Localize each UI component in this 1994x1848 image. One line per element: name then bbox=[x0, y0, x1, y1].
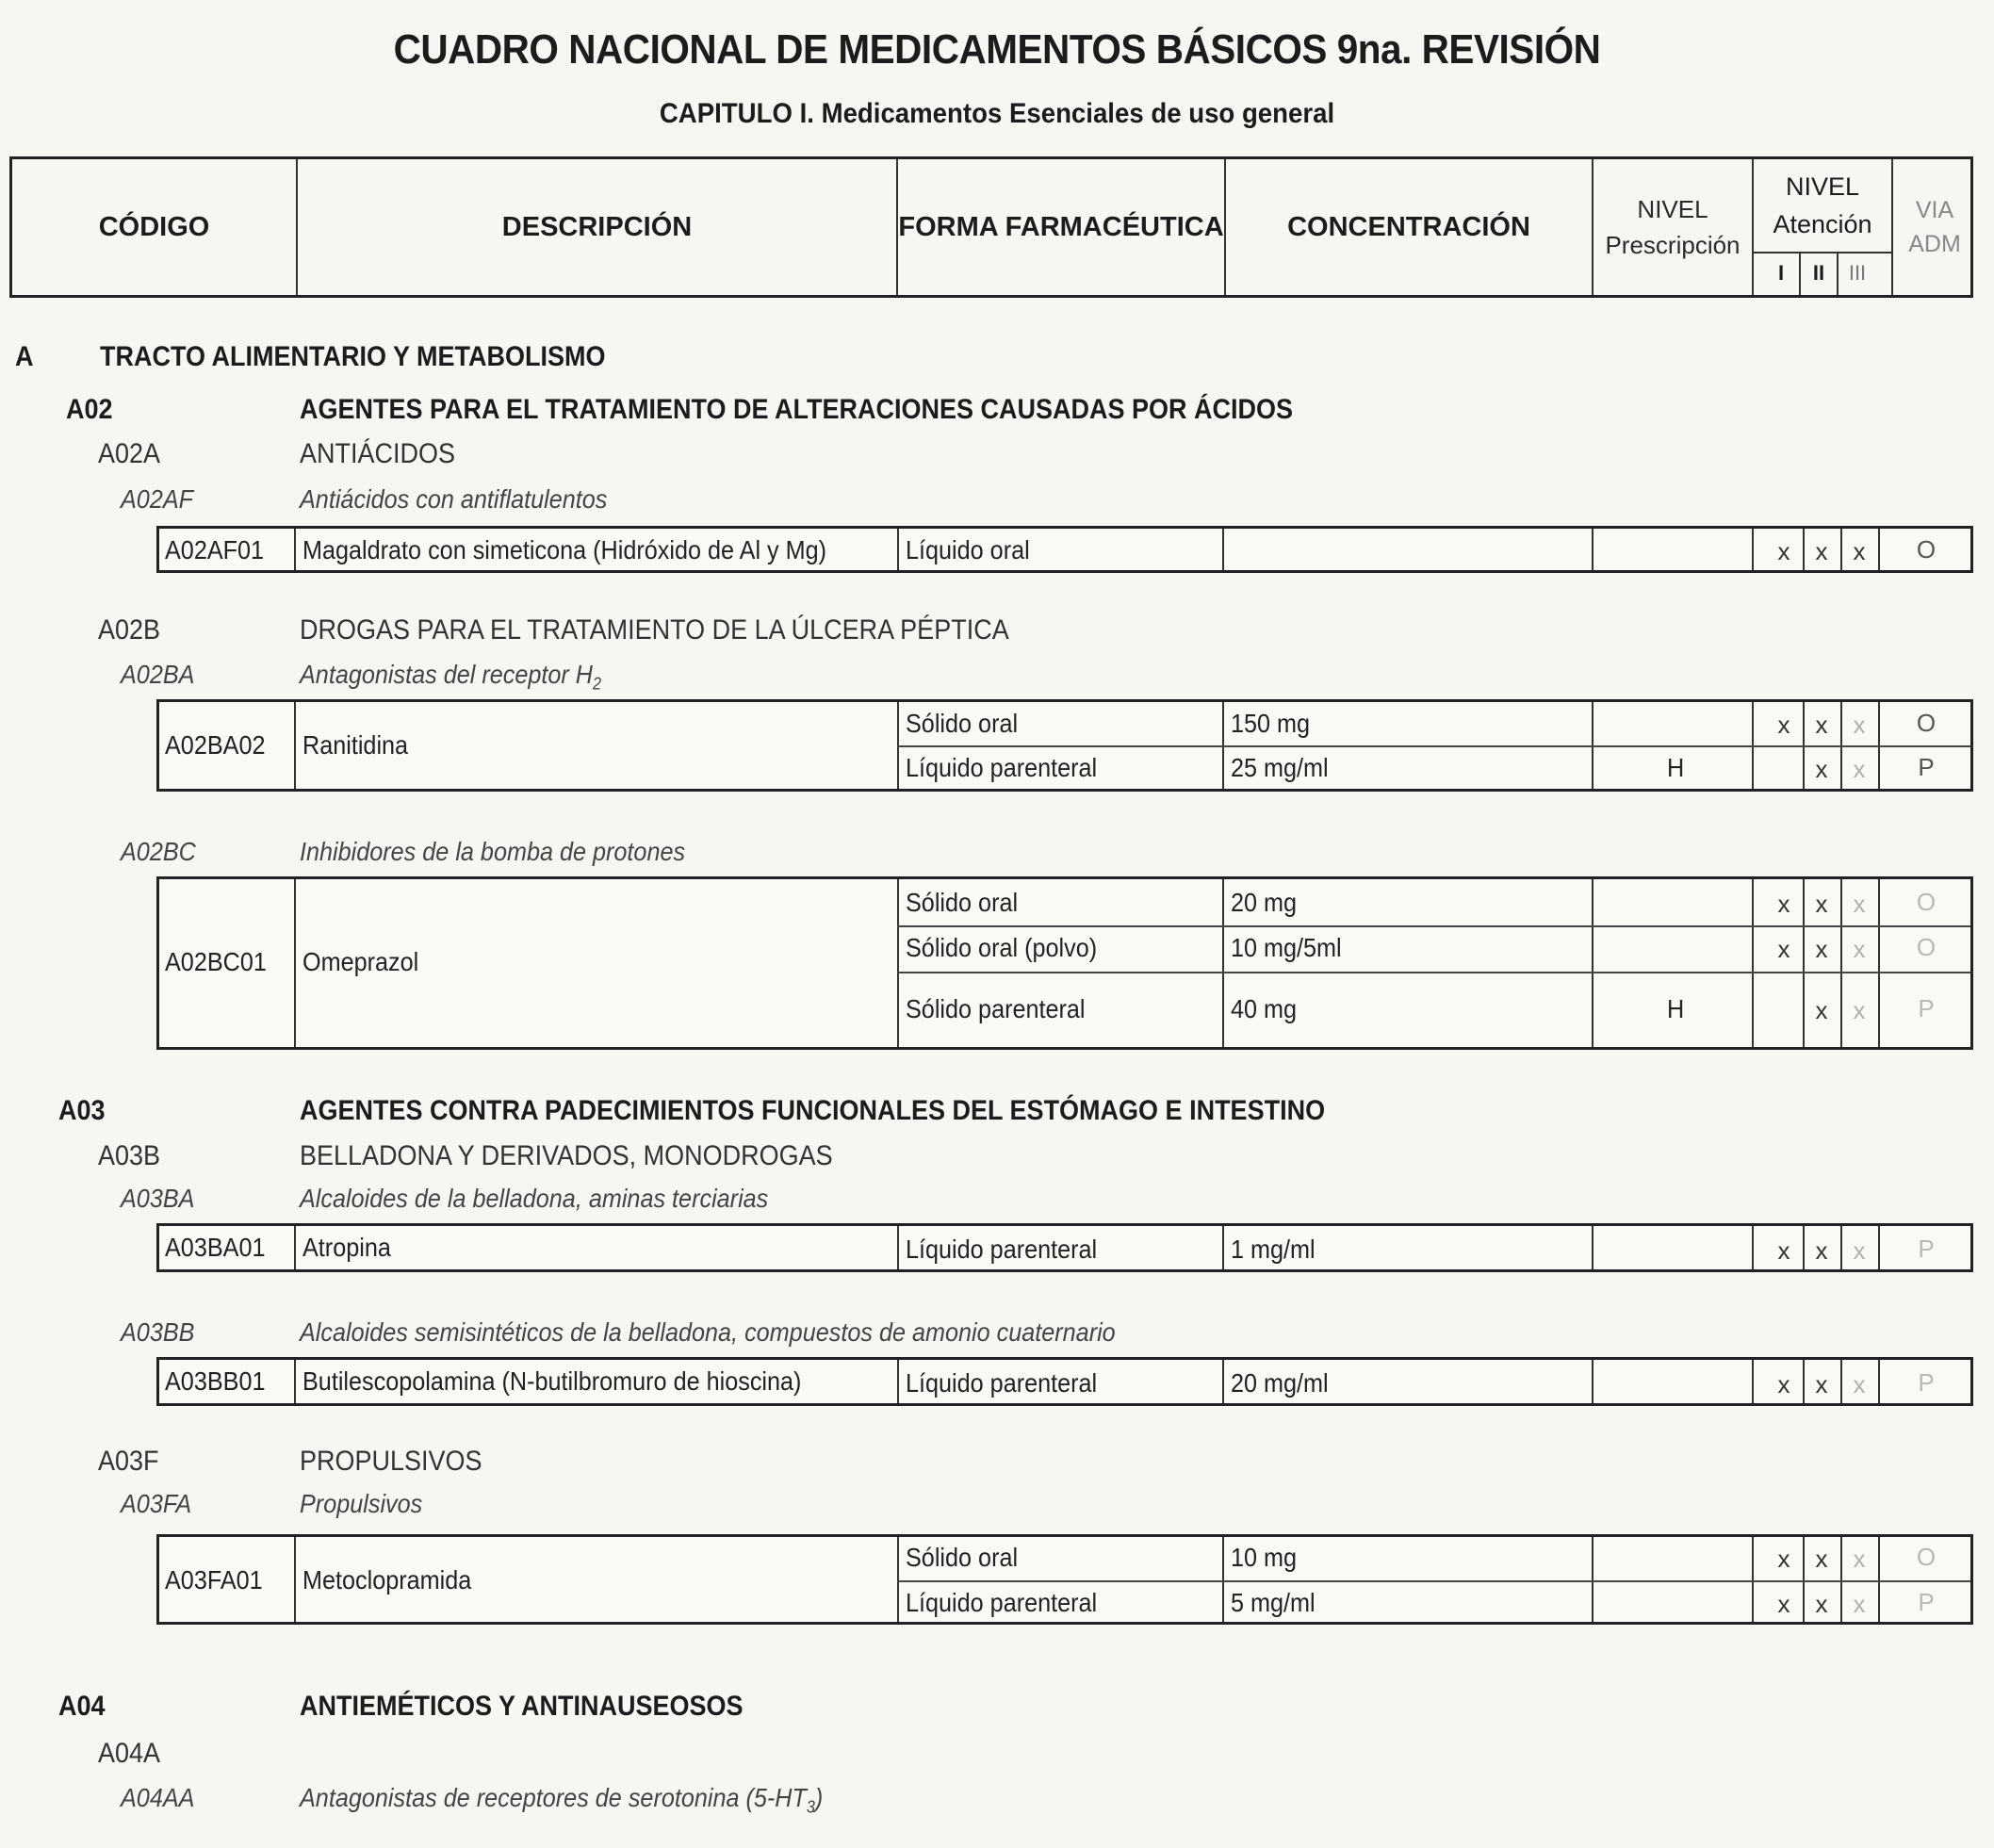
via-administracion: P bbox=[1918, 994, 1935, 1022]
drug-code: A03FA01 bbox=[165, 1565, 263, 1595]
mark-atencion-ii: x bbox=[1815, 935, 1828, 963]
drug-name: Metoclopramida bbox=[302, 1565, 472, 1595]
drug-name: Atropina bbox=[302, 1233, 391, 1262]
header-nivel-prescripcion bbox=[1594, 159, 1754, 295]
nivel-prescripcion: H bbox=[1667, 753, 1685, 782]
section-label-a: TRACTO ALIMENTARIO Y METABOLISMO bbox=[100, 341, 606, 372]
mark-atencion-i: x bbox=[1777, 1370, 1790, 1398]
section-code-a04aa: A04AA bbox=[121, 1783, 195, 1812]
drug-forma: Sólido parenteral bbox=[906, 994, 1086, 1023]
section-code-a02bc: A02BC bbox=[121, 837, 196, 866]
header-descripcion: DESCRIPCIÓN bbox=[298, 159, 898, 295]
column-header-table bbox=[9, 156, 1973, 298]
section-label-a02bc: Inhibidores de la bomba de protones bbox=[300, 837, 686, 866]
mark-atencion-i: x bbox=[1777, 1236, 1790, 1265]
drug-forma: Sólido oral bbox=[906, 888, 1019, 917]
section-code-a03bb: A03BB bbox=[121, 1317, 195, 1347]
drug-code: A02BC01 bbox=[165, 947, 267, 976]
section-code-a: A bbox=[15, 341, 34, 372]
drug-concentracion: 10 mg/5ml bbox=[1231, 933, 1342, 962]
section-code-a02b: A02B bbox=[98, 614, 161, 646]
drug-table-a02ba02 bbox=[156, 699, 1973, 792]
via-administracion: O bbox=[1916, 1543, 1937, 1571]
header-nivel-presc-line1: NIVEL bbox=[1637, 195, 1708, 223]
mark-atencion-ii: x bbox=[1815, 1590, 1828, 1618]
mark-atencion-iii: x bbox=[1853, 537, 1866, 565]
mark-atencion-i: x bbox=[1777, 935, 1790, 963]
section-code-a03b: A03B bbox=[98, 1140, 161, 1171]
section-label-a03bb: Alcaloides semisintéticos de la belladona, compuestos de amonio cuaternario bbox=[300, 1317, 1116, 1347]
via-administracion: P bbox=[1918, 753, 1935, 781]
mark-atencion-ii: x bbox=[1815, 1370, 1828, 1398]
mark-atencion-iii: x bbox=[1853, 890, 1866, 918]
drug-forma: Líquido parenteral bbox=[906, 1588, 1098, 1617]
drug-forma: Sólido oral bbox=[906, 709, 1019, 738]
header-forma: FORMA FARMACÉUTICA bbox=[898, 159, 1226, 295]
section-code-a03f: A03F bbox=[98, 1446, 159, 1477]
section-code-a04a: A04A bbox=[98, 1738, 161, 1769]
section-label-a02ba bbox=[300, 660, 601, 695]
mark-atencion-i: x bbox=[1777, 1545, 1790, 1573]
mark-atencion-i: x bbox=[1777, 711, 1790, 739]
drug-table-a03bb01 bbox=[156, 1357, 1973, 1406]
drug-code: A03BB01 bbox=[165, 1366, 266, 1396]
mark-atencion-i: x bbox=[1777, 890, 1790, 918]
drug-name: Omeprazol bbox=[302, 947, 419, 976]
drug-concentracion: 40 mg bbox=[1231, 994, 1298, 1023]
drug-concentracion: 1 mg/ml bbox=[1231, 1235, 1316, 1264]
section-code-a03fa: A03FA bbox=[121, 1489, 192, 1518]
drug-code: A03BA01 bbox=[165, 1233, 266, 1262]
chapter-subtitle: CAPITULO I. Medicamentos Esenciales de uso general bbox=[659, 98, 1335, 129]
header-nivel-presc-line2: Prescripción bbox=[1605, 231, 1741, 259]
section-label-a03f: PROPULSIVOS bbox=[300, 1446, 482, 1477]
mark-atencion-ii: x bbox=[1815, 890, 1828, 918]
section-label-a03b: BELLADONA Y DERIVADOS, MONODROGAS bbox=[300, 1140, 833, 1171]
mark-atencion-ii: x bbox=[1815, 755, 1828, 783]
section-code-a02: A02 bbox=[66, 394, 113, 425]
drug-forma: Sólido oral (polvo) bbox=[906, 933, 1098, 962]
mark-atencion-i: x bbox=[1777, 537, 1790, 565]
section-label-a03: AGENTES CONTRA PADECIMIENTOS FUNCIONALES DEL ESTÓMAGO E INTESTINO bbox=[300, 1095, 1326, 1126]
header-via-line2: ADM bbox=[1908, 231, 1961, 257]
mark-atencion-iii: x bbox=[1853, 755, 1866, 783]
header-via-adm bbox=[1893, 159, 1976, 295]
mark-atencion-iii: x bbox=[1853, 1590, 1866, 1618]
mark-atencion-i: x bbox=[1777, 1590, 1790, 1618]
mark-atencion-ii: x bbox=[1815, 996, 1828, 1024]
nivel-prescripcion: H bbox=[1667, 994, 1685, 1023]
header-atencion-iii: III bbox=[1848, 261, 1867, 285]
section-label-a04aa-text: Antagonistas de receptores de serotonina (5-HT bbox=[300, 1783, 807, 1812]
header-codigo: CÓDIGO bbox=[12, 159, 298, 295]
via-administracion: O bbox=[1916, 709, 1937, 737]
drug-concentracion: 20 mg/ml bbox=[1231, 1368, 1329, 1398]
drug-forma: Líquido parenteral bbox=[906, 1368, 1098, 1398]
section-label-a04aa-subscript: 3 bbox=[806, 1797, 815, 1817]
mark-atencion-ii: x bbox=[1815, 537, 1828, 565]
header-atencion-i: I bbox=[1763, 252, 1801, 295]
section-label-a03fa: Propulsivos bbox=[300, 1489, 423, 1518]
section-code-a03ba: A03BA bbox=[121, 1184, 195, 1213]
section-code-a02af: A02AF bbox=[121, 484, 194, 514]
mark-atencion-iii: x bbox=[1853, 711, 1866, 739]
mark-atencion-iii: x bbox=[1853, 1236, 1866, 1265]
via-administracion: P bbox=[1918, 1368, 1935, 1397]
drug-table-a02bc01 bbox=[156, 876, 1973, 1050]
via-administracion: O bbox=[1916, 535, 1937, 564]
section-label-a02a: ANTIÁCIDOS bbox=[300, 438, 456, 469]
section-label-a02: AGENTES PARA EL TRATAMIENTO DE ALTERACIONES CAUSADAS POR ÁCIDOS bbox=[300, 394, 1294, 425]
header-nivel-atencion bbox=[1754, 159, 1893, 295]
drug-name: Ranitidina bbox=[302, 730, 409, 760]
section-code-a02ba: A02BA bbox=[121, 660, 195, 689]
section-label-a02ba-subscript: 2 bbox=[592, 674, 601, 694]
document-title: CUADRO NACIONAL DE MEDICAMENTOS BÁSICOS 9na. REVISIÓN bbox=[393, 26, 1601, 73]
mark-atencion-ii: x bbox=[1815, 1545, 1828, 1573]
drug-concentracion: 5 mg/ml bbox=[1231, 1588, 1316, 1617]
via-administracion: O bbox=[1916, 933, 1937, 961]
drug-name: Magaldrato con simeticona (Hidróxido de Al y Mg) bbox=[302, 535, 827, 564]
drug-code: A02BA02 bbox=[165, 730, 266, 760]
via-administracion: P bbox=[1918, 1588, 1935, 1616]
mark-atencion-ii: x bbox=[1815, 711, 1828, 739]
header-concentracion: CONCENTRACIÓN bbox=[1226, 159, 1594, 295]
header-nivel-atencion-title bbox=[1754, 159, 1891, 253]
drug-table-a03ba01 bbox=[156, 1223, 1973, 1272]
header-nivel-at-line2: Atención bbox=[1773, 210, 1872, 238]
header-atencion-ii: II bbox=[1801, 252, 1839, 295]
drug-code: A02AF01 bbox=[165, 535, 265, 564]
via-administracion: P bbox=[1918, 1235, 1935, 1263]
drug-table-a03fa01 bbox=[156, 1534, 1973, 1625]
drug-forma: Líquido parenteral bbox=[906, 1235, 1098, 1264]
drug-concentracion: 20 mg bbox=[1231, 888, 1298, 917]
header-nivel-at-line1: NIVEL bbox=[1785, 172, 1860, 201]
drug-concentracion: 10 mg bbox=[1231, 1543, 1298, 1572]
section-label-a04aa bbox=[300, 1783, 823, 1818]
mark-atencion-iii: x bbox=[1853, 935, 1866, 963]
drug-concentracion: 25 mg/ml bbox=[1231, 753, 1329, 782]
header-via-line1: VIA bbox=[1915, 197, 1954, 223]
drug-table-a02af01 bbox=[156, 526, 1973, 573]
mark-atencion-ii: x bbox=[1815, 1236, 1828, 1265]
section-code-a04: A04 bbox=[58, 1691, 106, 1722]
section-label-a02ba-text: Antagonistas del receptor H bbox=[300, 660, 593, 689]
section-label-a02af: Antiácidos con antiflatulentos bbox=[300, 484, 608, 514]
section-code-a03: A03 bbox=[58, 1095, 106, 1126]
drug-forma: Sólido oral bbox=[906, 1543, 1019, 1572]
drug-forma: Líquido parenteral bbox=[906, 753, 1098, 782]
section-label-a02b: DROGAS PARA EL TRATAMIENTO DE LA ÚLCERA PÉPTICA bbox=[300, 614, 1009, 646]
mark-atencion-iii: x bbox=[1853, 1370, 1866, 1398]
mark-atencion-iii: x bbox=[1853, 1545, 1866, 1573]
section-label-a03ba: Alcaloides de la belladona, aminas terciarias bbox=[300, 1184, 769, 1213]
section-label-a04: ANTIEMÉTICOS Y ANTINAUSEOSOS bbox=[300, 1691, 744, 1722]
section-code-a02a: A02A bbox=[98, 438, 161, 469]
drug-concentracion: 150 mg bbox=[1231, 709, 1311, 738]
mark-atencion-iii: x bbox=[1853, 996, 1866, 1024]
drug-name: Butilescopolamina (N-butilbromuro de hioscina) bbox=[302, 1366, 802, 1396]
section-label-a04aa-tail: ) bbox=[814, 1783, 824, 1812]
via-administracion: O bbox=[1916, 888, 1937, 916]
drug-forma: Líquido oral bbox=[906, 535, 1030, 564]
